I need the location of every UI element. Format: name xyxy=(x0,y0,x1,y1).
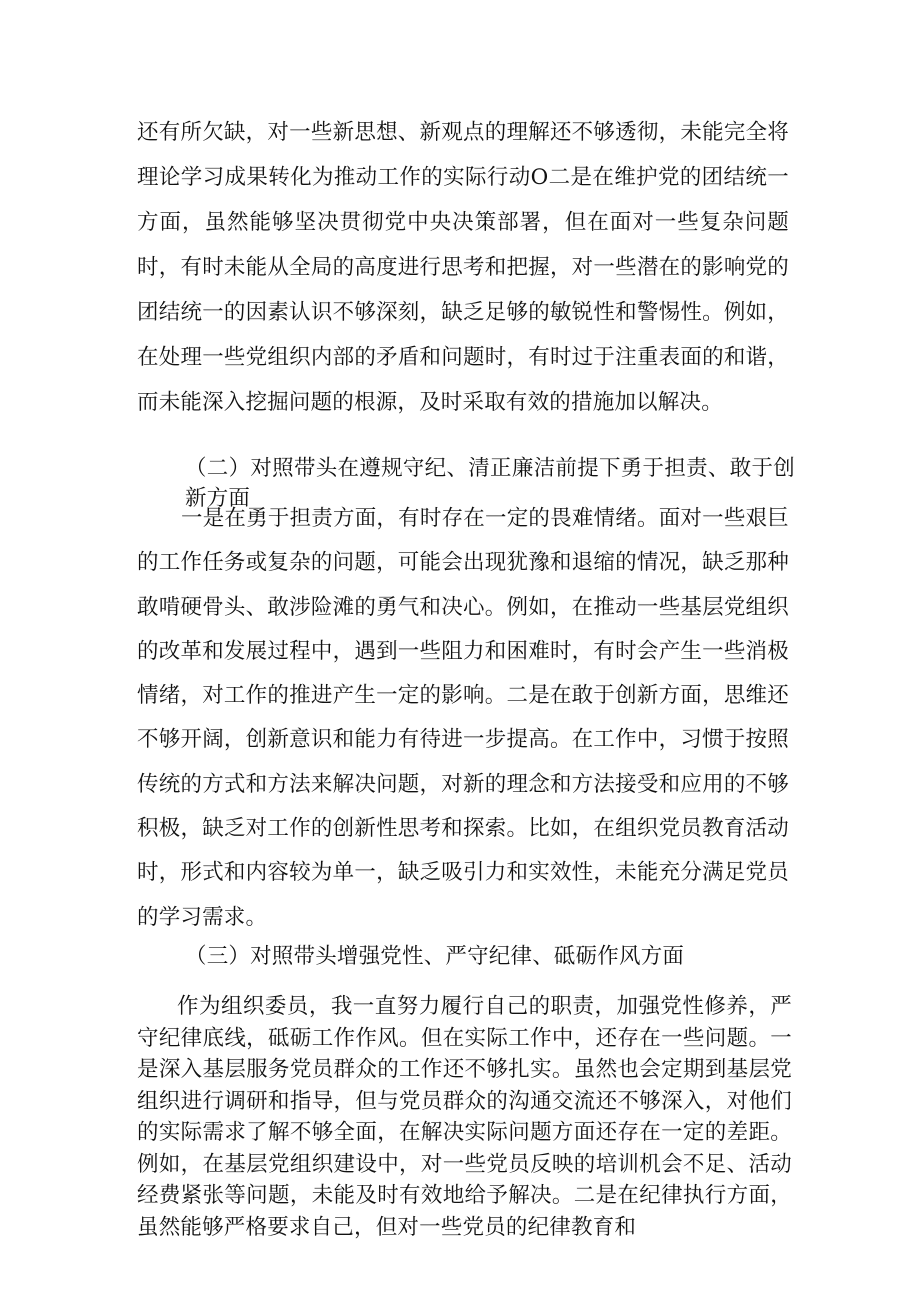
section-heading-2: （二）对照带头在遵规守纪、清正廉洁前提下勇于担责、敢于创新方面 xyxy=(185,456,795,511)
paragraph-continuation: 还有所欠缺，对一些新思想、新观点的理解还不够透彻，未能完全将理论学习成果转化为推动工作的实际行动O二是在维护党的团结统一方面，虽然能够坚决贯彻党中央决策部署，但在面对一些复杂问题时，有时未能从全局的高度进行思考和把握，对一些潜在的影响党的团结统一的因素认识不够深刻，缺乏足够的敏锐性和警惕性。例如，在处理一些党组织内部的矛盾和问题时，有时过于注重表面的和谐，而未能深入挖掘问题的根源，及时采取有效的措施加以解决。 xyxy=(137,120,789,415)
paragraph-section-2: 一是在勇于担责方面，有时存在一定的畏难情绪。面对一些艰巨的工作任务或复杂的问题，可能会出现犹豫和退缩的情况，缺乏那种敢啃硬骨头、敢涉险滩的勇气和决心。例如，在推动一些基层党组织的改革和发展过程中，遇到一些阻力和困难时，有时会产生一些消极情绪，对工作的推进产生一定的影响。二是在敢于创新方面，思维还不够开阔，创新意识和能力有待进一步提高。在工作中，习惯于按照传统的方式和方法来解决问题，对新的理念和方法接受和应用的不够积极，缺乏对工作的创新性思考和探索。比如，在组织党员教育活动时，形式和内容较为单一，缺乏吸引力和实效性，未能充分满足党员的学习需求。 xyxy=(137,506,789,930)
section-heading-3: （三）对照带头增强党性、严守纪律、砥砺作风方面 xyxy=(185,944,685,969)
paragraph-section-3: 作为组织委员，我一直努力履行自己的职责，加强党性修养，严守纪律底线，砥砺工作作风。但在实际工作中，还存在一些问题。一是深入基层服务党员群众的工作还不够扎实。虽然也会定期到基层党组织进行调研和指导，但与党员群众的沟通交流还不够深入，对他们的实际需求了解不够全面，在解决实际问题方面还存在一定的差距。例如，在基层党组织建设中，对一些党员反映的培训机会不足、活动经费紧张等问题，未能及时有效地给予解决。二是在纪律执行方面，虽然能够严格要求自己，但对一些党员的纪律教育和 xyxy=(137,994,792,1240)
